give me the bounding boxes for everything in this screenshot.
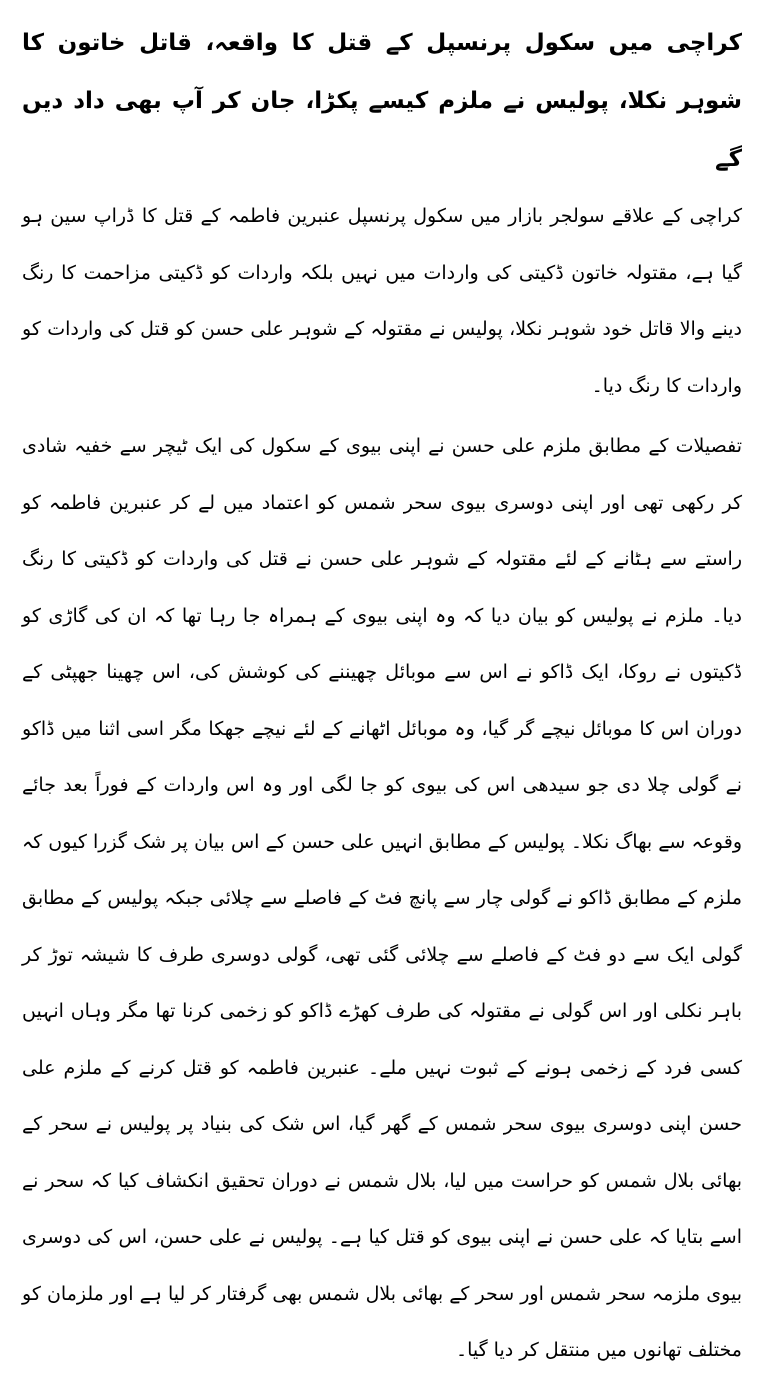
article-headline: کراچی میں سکول پرنسپل کے قتل کا واقعہ، قاتل خاتون کا شوہر نکلا، پولیس نے ملزم کیسے پکڑا، جان کر آپ بھی داد دیں گے <box>22 30 742 172</box>
article-paragraph-1: کراچی کے علاقے سولجر بازار میں سکول پرنسپل عنبرین فاطمہ کے قتل کا ڈراپ سین ہو گیا ہے، مقتولہ خاتون ڈکیتی کی واردات میں نہیں بلکہ واردات کو ڈکیتی مزاحمت کا رنگ دینے والا قاتل خود شوہر نکلا، پولیس نے مقتولہ کے شوہر علی حسن کو قتل کی واردات کو واردات کا رنگ دیا۔ <box>22 205 742 397</box>
article-paragraph-2: تفصیلات کے مطابق ملزم علی حسن نے اپنی بیوی کے سکول کی ایک ٹیچر سے خفیہ شادی کر رکھی تھی اور اپنی دوسری بیوی سحر شمس کو اعتماد میں لے کر عنبرین فاطمہ کو راستے سے ہٹانے کے لئے مقتولہ کے شوہر علی حسن نے قتل کی واردات کو ڈکیتی کا رنگ دیا۔ ملزم نے پولیس کو بیان دیا کہ وہ اپنی بیوی کے ہمراہ جا رہا تھا کہ ان کی گاڑی کو ڈکیتوں نے روکا، ایک ڈاکو نے اس سے موبائل چھیننے کی کوشش کی، اس چھینا جھپٹی کے دوران اس کا موبائل نیچے گر گیا، وہ موبائل اٹھانے کے لئے نیچے جھکا مگر اسی اثنا میں ڈاکو نے گولی چلا دی جو سیدھی اس کی بیوی کو جا لگی اور وہ اس واردات کے فوراً بعد جائے وقوعہ سے بھاگ نکلا۔ پولیس کے مطابق انہیں علی حسن کے اس بیان پر شک گزرا کیوں کہ ملزم کے مطابق ڈاکو نے گولی چار سے پانچ فٹ کے فاصلے سے چلائی جبکہ پولیس کے مطابق گولی ایک سے دو فٹ کے فاصلے سے چلائی گئی تھی، گولی دوسری طرف کا شیشہ توڑ کر باہر نکلی اور اس گولی نے مقتولہ کی طرف کھڑے ڈاکو کو زخمی کرنا تھا مگر وہاں انہیں کسی فرد کے زخمی ہونے کے ثبوت نہیں ملے۔ عنبرین فاطمہ کو قتل کرنے کے ملزم علی حسن اپنی دوسری بیوی سحر شمس کے گھر گیا، اس شک کی بنیاد پر پولیس نے سحر کے بھائی بلال شمس کو حراست میں لیا، بلال شمس نے دوران تحقیق انکشاف کیا کہ سحر نے اسے بتایا کہ علی حسن نے اپنی بیوی کو قتل کیا ہے۔ پولیس نے علی حسن، اس کی دوسری بیوی ملزمہ سحر شمس اور سحر کے بھائی بلال شمس بھی گرفتار کر لیا ہے اور ملزمان کو مختلف تھانوں میں منتقل کر دیا گیا۔ <box>22 435 742 1361</box>
